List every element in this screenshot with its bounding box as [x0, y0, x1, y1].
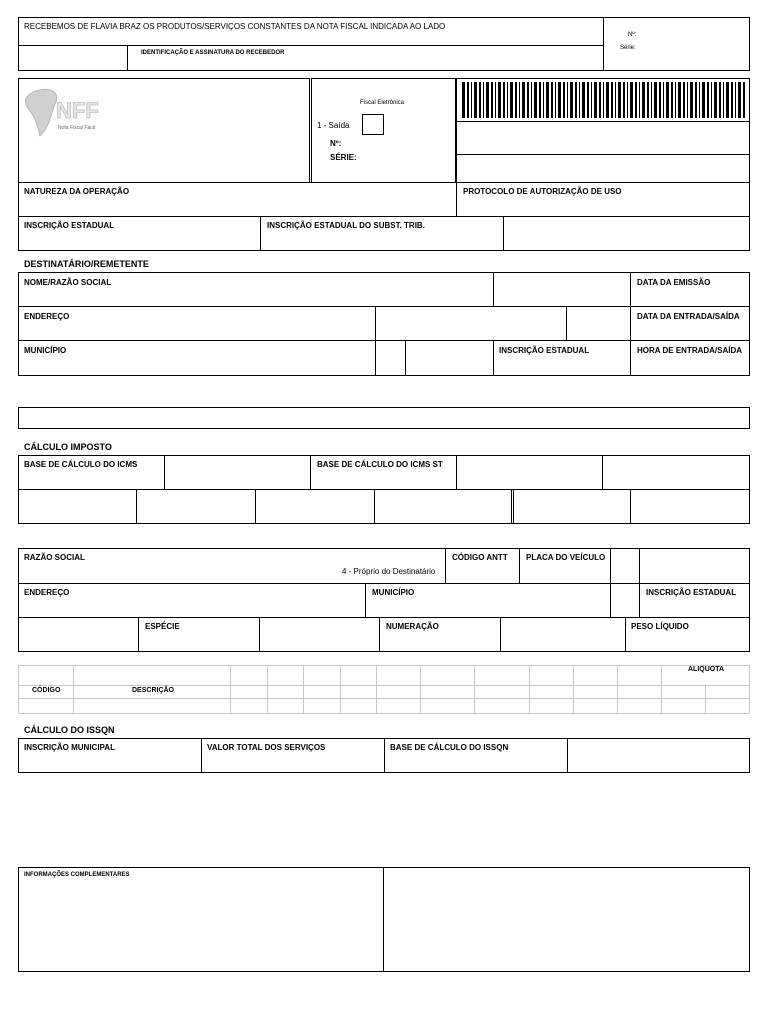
issqn-title: CÁLCULO DO ISSQN — [24, 725, 115, 735]
transp-especie: ESPÉCIE — [145, 622, 180, 631]
barcode-bar — [647, 82, 649, 118]
barcode-bar — [539, 82, 541, 118]
barcode-bar — [462, 82, 465, 118]
barcode-bar — [651, 82, 652, 118]
barcode-bar — [695, 82, 697, 118]
barcode-bar — [671, 82, 673, 118]
barcode-bar — [575, 82, 577, 118]
barcode-bar — [551, 82, 553, 118]
barcode-bar — [486, 82, 489, 118]
barcode-bar — [567, 82, 568, 118]
transp-razao: RAZÃO SOCIAL — [24, 553, 85, 562]
fatura-box — [18, 407, 750, 429]
barcode-bar — [627, 82, 628, 118]
tipo-operacao-box[interactable] — [362, 114, 384, 135]
barcode-bar — [654, 82, 657, 118]
barcode-bar — [498, 82, 501, 118]
dest-data-entrada: DATA DA ENTRADA/SAÍDA — [637, 312, 740, 321]
natureza-operacao: NATUREZA DA OPERAÇÃO — [24, 187, 130, 196]
transp-placa: PLACA DO VEÍCULO — [526, 553, 606, 562]
transp-endereco: ENDEREÇO — [24, 588, 70, 597]
base-icms: BASE DE CÁLCULO DO ICMS — [24, 460, 138, 469]
dest-nome: NOME/RAZÃO SOCIAL — [24, 278, 112, 287]
barcode-bar — [735, 82, 736, 118]
barcode-bar — [515, 82, 517, 118]
dest-data-emissao: DATA DA EMISSÃO — [637, 278, 711, 287]
transp-antt: CÓDIGO ANTT — [452, 553, 508, 562]
base-icms-st: BASE DE CÁLCULO DO ICMS ST — [317, 460, 443, 469]
barcode-bar — [699, 82, 700, 118]
produtos-codigo: CÓDIGO — [32, 687, 61, 694]
barcode-bar — [510, 82, 513, 118]
issqn-valor: VALOR TOTAL DOS SERVIÇOS — [207, 743, 326, 752]
barcode-bar — [591, 82, 592, 118]
barcode-bar — [495, 82, 496, 118]
barcode-bar — [623, 82, 625, 118]
dest-inscricao-estadual: INSCRIÇÃO ESTADUAL — [499, 346, 590, 355]
transp-municipio: MUNICÍPIO — [372, 588, 415, 597]
barcode-bar — [471, 82, 472, 118]
barcode-bar — [558, 82, 561, 118]
barcode-bar — [723, 82, 724, 118]
canhoto-recebemos: RECEBEMOS DE FLAVIA BRAZ OS PRODUTOS/SERVIÇOS CONSTANTES DA NOTA FISCAL INDICADA AO LADO — [24, 22, 446, 31]
calculo-title: CÁLCULO IMPOSTO — [24, 442, 112, 452]
barcode-bar — [543, 82, 544, 118]
transp-numeracao: NUMERAÇÃO — [386, 622, 439, 631]
logo-text: NFF — [56, 98, 99, 123]
barcode-bar — [642, 82, 645, 118]
transp-inscricao-estadual: INSCRIÇÃO ESTADUAL — [646, 588, 737, 597]
barcode-bar — [522, 82, 525, 118]
barcode-bar — [618, 82, 621, 118]
barcode-bar — [726, 82, 729, 118]
barcode-bar — [731, 82, 733, 118]
dest-municipio: MUNICÍPIO — [24, 346, 67, 355]
tipo-operacao: 1 - Saída — [317, 121, 350, 130]
canhoto-serie: Série: — [620, 45, 636, 51]
barcode-bar — [531, 82, 532, 118]
barcode-bar — [743, 82, 745, 118]
issqn-inscricao: INSCRIÇÃO MUNICIPAL — [24, 743, 115, 752]
barcode-bar — [711, 82, 712, 118]
barcode-bar — [519, 82, 520, 118]
nff-logo — [22, 82, 112, 138]
barcode-bar — [659, 82, 661, 118]
barcode-bar — [483, 82, 484, 118]
barcode-bar — [474, 82, 477, 118]
barcode — [460, 81, 748, 119]
info-complementares: INFORMAÇÕES COMPLEMENTARES — [24, 872, 130, 878]
barcode-bar — [606, 82, 609, 118]
barcode-bar — [570, 82, 573, 118]
barcode-bar — [527, 82, 529, 118]
barcode-bar — [683, 82, 685, 118]
barcode-bar — [555, 82, 556, 118]
produtos-grid — [18, 665, 750, 714]
barcode-bar — [507, 82, 508, 118]
barcode-bar — [611, 82, 613, 118]
barcode-bar — [714, 82, 717, 118]
barcode-bar — [707, 82, 709, 118]
barcode-bar — [579, 82, 580, 118]
produtos-aliquota: ALIQUOTA — [688, 666, 725, 673]
canhoto-identificacao: IDENTIFICAÇÃO E ASSINATURA DO RECEBEDOR — [141, 50, 285, 56]
dest-endereco: ENDEREÇO — [24, 312, 70, 321]
barcode-bar — [719, 82, 721, 118]
barcode-bar — [663, 82, 664, 118]
barcode-bar — [587, 82, 589, 118]
barcode-bar — [666, 82, 669, 118]
danfe-serie: SÉRIE: — [330, 153, 357, 162]
barcode-bar — [639, 82, 640, 118]
transp-frete: 4 - Próprio do Destinatário — [342, 567, 436, 576]
info-complementares-box — [18, 867, 750, 972]
destinatario-box — [18, 272, 750, 376]
produtos-descricao: DESCRIÇÃO — [132, 687, 175, 694]
canhoto-numero: Nº: — [628, 32, 637, 38]
barcode-bar — [635, 82, 637, 118]
barcode-bar — [582, 82, 585, 118]
transportador-box — [18, 548, 750, 652]
barcode-bar — [534, 82, 537, 118]
danfe-numero: Nº: — [330, 139, 342, 148]
barcode-bar — [599, 82, 601, 118]
barcode-bar — [594, 82, 597, 118]
barcode-bar — [491, 82, 493, 118]
barcode-bar — [630, 82, 633, 118]
barcode-bar — [479, 82, 481, 118]
barcode-bar — [563, 82, 565, 118]
barcode-bar — [503, 82, 505, 118]
logo-caption: Nota Fiscal Fácil — [58, 125, 95, 131]
barcode-bar — [467, 82, 469, 118]
barcode-bar — [675, 82, 676, 118]
barcode-bar — [690, 82, 693, 118]
inscricao-estadual: INSCRIÇÃO ESTADUAL — [24, 221, 115, 230]
barcode-bar — [603, 82, 604, 118]
fiscal-eletronica: Fiscal Eletrônica — [360, 100, 405, 106]
destinatario-title: DESTINATÁRIO/REMETENTE — [24, 259, 149, 269]
transp-peso: PESO LÍQUIDO — [631, 622, 689, 631]
barcode-bar — [702, 82, 705, 118]
barcode-bar — [738, 82, 741, 118]
issqn-base: BASE DE CÁLCULO DO ISSQN — [390, 743, 509, 752]
protocolo-autorizacao: PROTOCOLO DE AUTORIZAÇÃO DE USO — [463, 187, 622, 196]
inscricao-estadual-st: INSCRIÇÃO ESTADUAL DO SUBST. TRIB. — [267, 221, 425, 230]
barcode-bar — [678, 82, 681, 118]
barcode-bar — [546, 82, 549, 118]
dest-hora: HORA DE ENTRADA/SAÍDA — [637, 346, 743, 355]
barcode-bar — [687, 82, 688, 118]
barcode-bar — [615, 82, 616, 118]
